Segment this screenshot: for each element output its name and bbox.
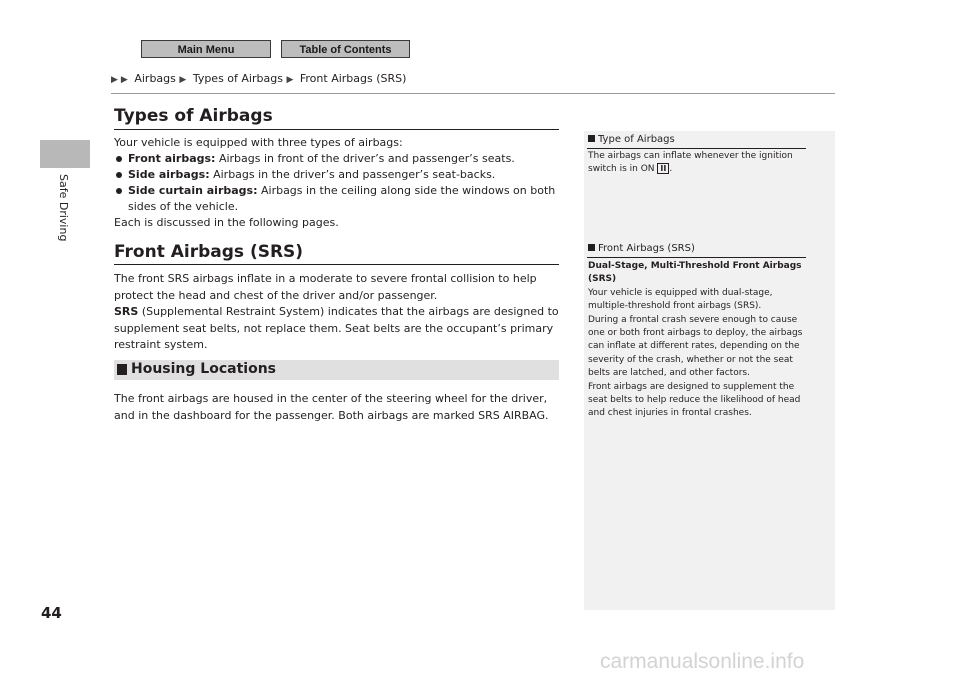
srs-para: SRS (Supplemental Restraint System) indicates that the airbags are designed to supplement seat belts, not replace them. Seat belts are the occupant’s primary restraint system. bbox=[114, 305, 559, 351]
arrow-right-icon: ▶ bbox=[179, 75, 187, 85]
types-outro: Each is discussed in the following pages. bbox=[114, 216, 339, 229]
front-heading-rule bbox=[114, 264, 559, 265]
note-heading-type: Type of Airbags bbox=[588, 134, 675, 145]
types-heading: Types of Airbags bbox=[114, 106, 273, 126]
section-tab-marker bbox=[40, 140, 90, 168]
note-rule bbox=[587, 257, 806, 258]
watermark: carmanualsonline.info bbox=[600, 650, 805, 673]
list-item: Side airbags: Airbags in the driver’s and passenger’s seat-backs. bbox=[114, 167, 564, 183]
front-body bbox=[114, 271, 564, 354]
housing-heading: Housing Locations bbox=[114, 360, 559, 380]
note-subheading: Dual-Stage, Multi-Threshold Front Airbags (SRS) bbox=[588, 261, 802, 285]
square-bullet-icon bbox=[117, 364, 127, 375]
types-intro: Your vehicle is equipped with three types of airbags: bbox=[114, 136, 403, 149]
breadcrumb-current: Front Airbags (SRS) bbox=[299, 72, 407, 85]
note-marker-icon bbox=[588, 244, 595, 251]
list-item: Side curtain airbags: Airbags in the ceiling along side the windows on both sides of the vehicle. bbox=[114, 183, 564, 215]
page-number: 44 bbox=[41, 604, 62, 622]
note-marker-icon bbox=[588, 135, 595, 142]
note-text-front: Dual-Stage, Multi-Threshold Front Airbags (SRS) Your vehicle is equipped with dual-stage, multiple-threshold front airbags (SRS). During a frontal crash severe enough to cause one or both front airbags to deploy, the airbags can inflate at different rates, depending on the severity of the crash, whether or not the seat belts are latched, and other factors. Front airbags are designed to supplement the seat belts to help reduce the likelihood of head and chest injuries in frontal crashes. bbox=[588, 260, 810, 421]
bullet-icon bbox=[116, 156, 122, 162]
ignition-key-icon: II bbox=[657, 163, 669, 174]
breadcrumb-link-types[interactable]: Types of Airbags bbox=[192, 72, 283, 85]
types-heading-rule bbox=[114, 129, 559, 130]
arrow-right-icon: ▶ bbox=[111, 75, 118, 85]
breadcrumb-link-airbags[interactable]: Airbags bbox=[134, 72, 176, 85]
types-body bbox=[114, 135, 564, 231]
arrow-right-icon: ▶ bbox=[286, 75, 294, 85]
front-para: The front SRS airbags inflate in a moderate to severe frontal collision to help protect the head and chest of the driver and/or passenger. bbox=[114, 272, 537, 302]
note-text-type: The airbags can inflate whenever the ignition switch is in ON II . bbox=[588, 151, 793, 175]
housing-text: The front airbags are housed in the center of the steering wheel for the driver, and in the dashboard for the passenger. Both airbags are marked SRS AIRBAG. bbox=[114, 392, 549, 422]
notes-panel bbox=[584, 131, 835, 610]
note-rule bbox=[587, 148, 806, 149]
bullet-icon bbox=[116, 172, 122, 178]
front-heading: Front Airbags (SRS) bbox=[114, 242, 304, 262]
main-menu-button[interactable]: Main Menu bbox=[141, 40, 271, 58]
list-item: Front airbags: Airbags in front of the driver’s and passenger’s seats. bbox=[114, 151, 564, 167]
header-divider bbox=[111, 93, 835, 94]
note-heading-front: Front Airbags (SRS) bbox=[588, 243, 695, 254]
section-label: Safe Driving bbox=[57, 174, 70, 242]
breadcrumb bbox=[111, 72, 406, 85]
table-of-contents-button[interactable]: Table of Contents bbox=[281, 40, 410, 58]
bullet-icon bbox=[116, 188, 122, 194]
arrow-right-icon: ▶ bbox=[120, 75, 128, 85]
